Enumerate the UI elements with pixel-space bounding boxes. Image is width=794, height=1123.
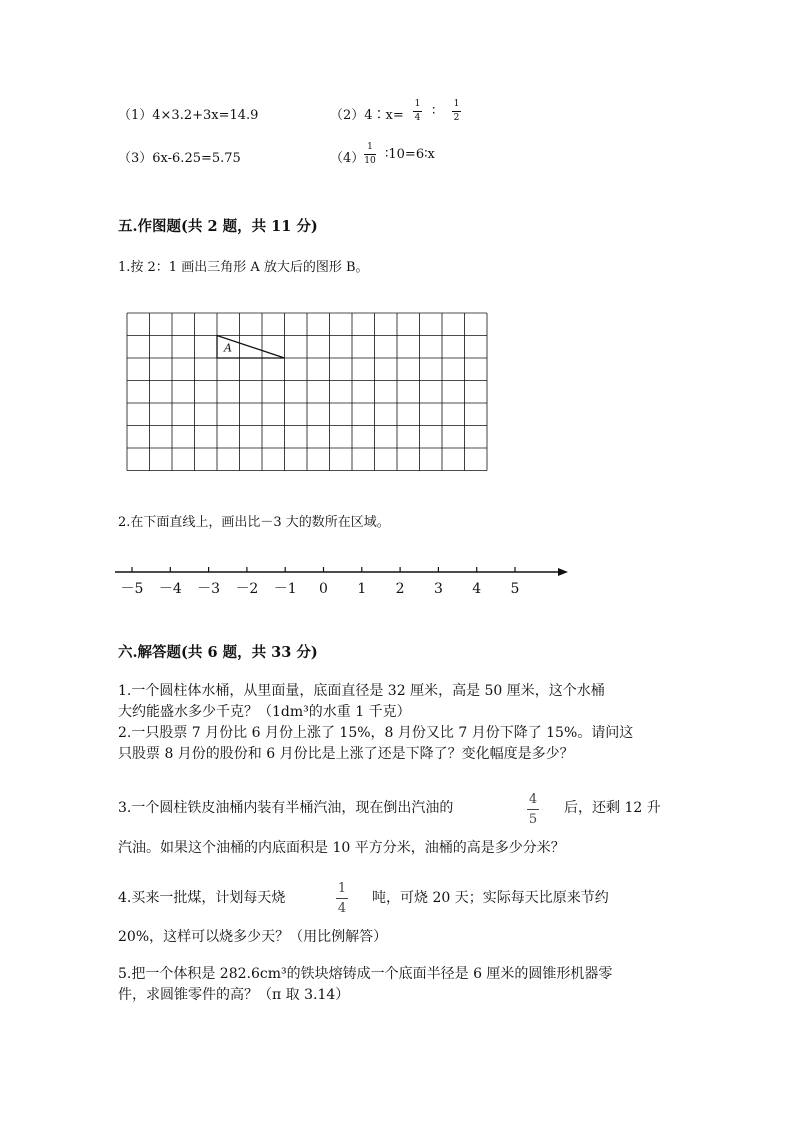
question-4-line-1-b: 吨，可烧 20 天；实际每天比原来节约 [372, 890, 609, 906]
number-line-tick-label: －1 [273, 581, 297, 597]
equation-4-prefix: （4） [330, 151, 365, 166]
section-5-question-2: 2.在下面直线上，画出比－3 大的数所在区域。 [118, 515, 390, 530]
number-line-tick-label: －5 [120, 581, 144, 597]
number-line-tick-label: －4 [158, 581, 182, 597]
fraction-denominator: 10 [364, 156, 376, 166]
grid-figure [118, 305, 498, 475]
question-1-line-2: 大约能盛水多少千克？（1dm³的水重 1 千克） [118, 704, 411, 720]
section-6-heading: 六.解答题(共 6 题，共 33 分) [118, 644, 318, 661]
question-5-line-2: 件，求圆锥零件的高？（π 取 3.14） [118, 987, 350, 1003]
equation-4-suffix: ∶10=6∶x [385, 147, 435, 162]
fraction-numerator: 4 [528, 792, 538, 807]
number-line-tick-label: 3 [433, 581, 443, 597]
question-2-line-2: 只股票 8 月份的股份和 6 月份比是上涨了还是下降了？变化幅度是多少？ [118, 746, 574, 762]
question-3-line-2: 汽油。如果这个油桶的内底面积是 10 平方分米，油桶的高是多少分米？ [118, 840, 565, 856]
equation-2-prefix: （2）4∶x= [330, 108, 404, 123]
question-3-line-1-a: 3.一个圆柱铁皮油桶内装有半桶汽油，现在倒出汽油的 [118, 800, 454, 816]
fraction-denominator: 5 [528, 812, 538, 827]
number-line-tick-label: 2 [395, 581, 405, 597]
question-3-fraction [527, 793, 539, 826]
triangle-label: A [224, 341, 232, 355]
question-3-line-1-b: 后，还剩 12 升 [564, 800, 661, 816]
equation-2-colon: ∶ [432, 104, 436, 119]
fraction-denominator: 2 [453, 113, 460, 123]
question-4-fraction [336, 882, 348, 915]
number-line-tick-label: 4 [472, 581, 482, 597]
equation-1: （1）4×3.2+3x=14.9 [118, 108, 259, 123]
question-2-line-1: 2.一只股票 7 月份比 6 月份上涨了 15%，8 月份又比 7 月份下降了 15%。请问这 [118, 725, 634, 741]
number-line-tick-label: 1 [357, 581, 367, 597]
number-line [110, 560, 580, 605]
equation-2-fraction-2 [452, 100, 461, 123]
fraction-numerator: 1 [414, 99, 421, 109]
fraction-numerator: 1 [337, 881, 347, 896]
number-line-tick-label: 5 [510, 581, 520, 597]
fraction-numerator: 1 [453, 99, 460, 109]
section-5-heading: 五.作图题(共 2 题，共 11 分) [118, 218, 318, 235]
fraction-numerator: 1 [367, 142, 373, 152]
grid-lines [127, 313, 487, 471]
fraction-denominator: 4 [414, 113, 421, 123]
fraction-denominator: 4 [337, 901, 347, 916]
section-5-question-1: 1.按 2：1 画出三角形 A 放大后的图形 B。 [118, 260, 369, 275]
question-5-line-1: 5.把一个体积是 282.6cm³的铁块熔铸成一个底面半径是 6 厘米的圆锥形机器零 [118, 966, 613, 982]
number-line-arrow-icon [558, 568, 568, 576]
number-line-tick-label: 0 [319, 581, 328, 597]
equation-2-fraction-1 [413, 100, 422, 123]
question-1-line-1: 1.一个圆柱体水桶，从里面量，底面直径是 32 厘米，高是 50 厘米，这个水桶 [118, 683, 605, 699]
equation-4-fraction [364, 143, 376, 166]
question-4-line-2: 20%，这样可以烧多少天？（用比例解答） [118, 929, 388, 945]
number-line-tick-label: －3 [197, 581, 221, 597]
question-4-line-1-a: 4.买来一批煤，计划每天烧 [118, 890, 286, 906]
number-line-tick-label: －2 [235, 581, 259, 597]
equation-3: （3）6x-6.25=5.75 [118, 151, 241, 166]
